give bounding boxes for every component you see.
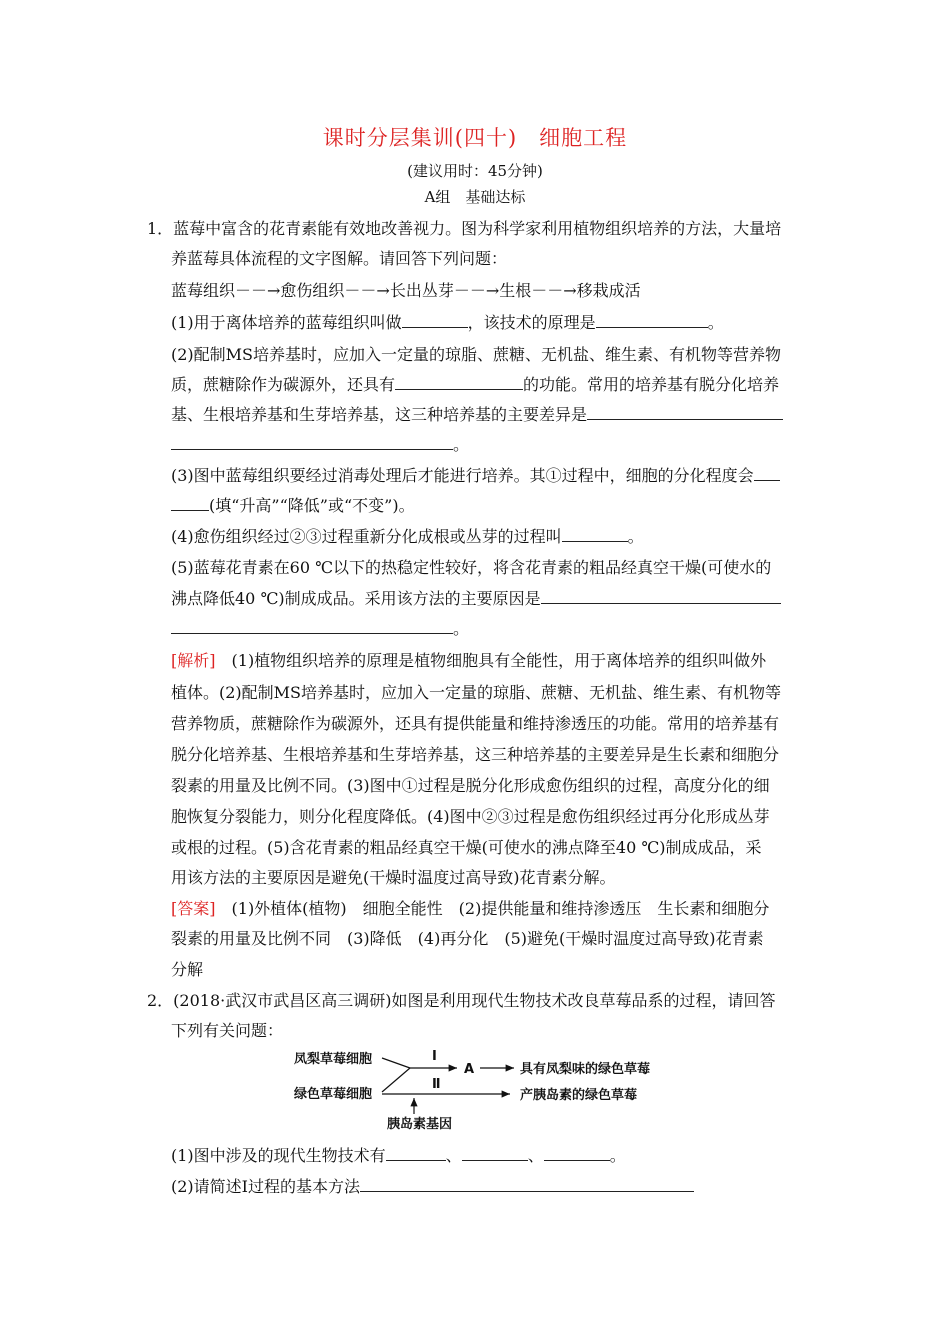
answer-blank[interactable] bbox=[395, 375, 523, 390]
q1-part4-text-b: 。 bbox=[627, 527, 644, 546]
analysis-line: 或根的过程。(5)含花青素的粗品经真空干燥(可使水的沸点降至40 ℃)制成成品，采 bbox=[171, 838, 762, 857]
q1-stem-line-1: 1．蓝莓中富含的花青素能有效地改善视力。图为科学家利用植物组织培养的方法，大量培 bbox=[147, 219, 782, 238]
q1-part5-line-2 bbox=[171, 586, 781, 609]
page-title: 课时分层集训(四十) 细胞工程 bbox=[322, 126, 628, 150]
step-1-label: Ⅰ bbox=[432, 1049, 437, 1064]
answer-tag: [答案] bbox=[171, 899, 216, 918]
analysis-text: (1)植物组织培养的原理是植物细胞具有全能性，用于离体培养的组织叫做外 bbox=[231, 651, 767, 670]
diagram-gene: 胰岛素基因 bbox=[387, 1117, 453, 1132]
answer-blank[interactable] bbox=[360, 1177, 694, 1192]
suggested-time: (建议用时：45分钟) bbox=[407, 162, 543, 180]
q2-part2-text-a: (2)请简述Ⅰ过程的基本方法 bbox=[171, 1177, 360, 1196]
diagram-output-2: 产胰岛素的绿色草莓 bbox=[520, 1088, 638, 1103]
answer-blank[interactable] bbox=[544, 1146, 610, 1161]
merge-line-top bbox=[382, 1058, 410, 1068]
diagram-output-1: 具有凤梨味的绿色草莓 bbox=[520, 1062, 651, 1077]
answer-blank[interactable] bbox=[541, 589, 781, 604]
answer-line: 裂素的用量及比例不同 (3)降低 (4)再分化 (5)避免(干燥时温度过高导致)花青素 bbox=[171, 929, 764, 948]
answer-text: (1)外植体(植物) 细胞全能性 (2)提供能量和维持渗透压 生长素和细胞分 bbox=[231, 899, 770, 918]
separator: 、 bbox=[527, 1146, 544, 1165]
q2-stem-line-1: 2．(2018·武汉市武昌区高三调研)如图是利用现代生物技术改良草莓品系的过程，请回答 bbox=[147, 991, 776, 1010]
q1-part5-text-b: 沸点降低40 ℃)制成成品。采用该方法的主要原因是 bbox=[171, 589, 541, 608]
q1-part3-line-1 bbox=[171, 463, 780, 486]
merge-line-bottom bbox=[382, 1068, 410, 1092]
answer-blank[interactable] bbox=[462, 1146, 528, 1161]
q1-part4 bbox=[171, 524, 644, 547]
q1-part2-text-d: 。 bbox=[453, 435, 470, 454]
q1-part1-text-a: (1)用于离体培养的蓝莓组织叫做 bbox=[171, 313, 402, 332]
q1-part1-text-c: 。 bbox=[707, 313, 724, 332]
q1-part5-text-c: 。 bbox=[453, 619, 470, 638]
q1-part1 bbox=[171, 310, 724, 333]
q2-part2 bbox=[171, 1174, 694, 1197]
analysis-tag: [解析] bbox=[171, 651, 216, 670]
q1-part3-text-b: (填“升高”“降低”或“不变”)。 bbox=[209, 496, 415, 515]
diagram-cell-1: 凤梨草莓细胞 bbox=[294, 1052, 373, 1067]
answer-blank[interactable] bbox=[171, 496, 209, 511]
step-2-label: Ⅱ bbox=[432, 1077, 441, 1092]
analysis-line: 用该方法的主要原因是避免(干燥时温度过高导致)花青素分解。 bbox=[171, 868, 616, 887]
answer-blank[interactable] bbox=[386, 1146, 446, 1161]
q1-part2-line-2 bbox=[171, 372, 779, 395]
q1-part5-line-3 bbox=[171, 616, 469, 639]
answer-blank[interactable] bbox=[754, 466, 780, 481]
q1-flow-text: 蓝莓组织－－→愈伤组织－－→长出丛芽－－→生根－－→移栽成活 bbox=[171, 281, 641, 300]
q1-stem-line-2: 养蓝莓具体流程的文字图解。请回答下列问题： bbox=[171, 249, 508, 268]
diagram-cell-2: 绿色草莓细胞 bbox=[294, 1087, 373, 1102]
analysis-line: 脱分化培养基、生根培养基和生芽培养基，这三种培养基的主要差异是生长素和细胞分 bbox=[171, 745, 780, 764]
q1-part2-text-c: 基、生根培养基和生芽培养基，这三种培养基的主要差异是 bbox=[171, 405, 588, 424]
analysis-line: 植体。(2)配制MS培养基时，应加入一定量的琼脂、蔗糖、无机盐、维生素、有机物等 bbox=[171, 683, 782, 702]
separator: 、 bbox=[445, 1146, 462, 1165]
q1-part2-line-3 bbox=[171, 402, 783, 425]
q1-part2-line-4 bbox=[171, 432, 469, 455]
q1-part2-text-b2: 的功能。常用的培养基有脱分化培养 bbox=[523, 375, 780, 394]
analysis-line: 营养物质，蔗糖除作为碳源外，还具有提供能量和维持渗透压的功能。常用的培养基有 bbox=[171, 714, 780, 733]
answer-blank[interactable] bbox=[402, 313, 468, 328]
q2-part1-text-b: 。 bbox=[609, 1146, 626, 1165]
strawberry-process-diagram bbox=[292, 1046, 712, 1136]
answer-line: 分解 bbox=[171, 960, 204, 979]
answer-blank[interactable] bbox=[171, 435, 453, 450]
q1-part4-text-a: (4)愈伤组织经过②③过程重新分化成根或丛芽的过程叫 bbox=[171, 527, 562, 546]
analysis-line-1 bbox=[171, 648, 766, 671]
q1-part2-line-1: (2)配制MS培养基时，应加入一定量的琼脂、蔗糖、无机盐、维生素、有机物等营养物 bbox=[171, 345, 782, 364]
answer-blank[interactable] bbox=[587, 405, 783, 420]
answer-blank[interactable] bbox=[171, 619, 453, 634]
q2-part1-text-a: (1)图中涉及的现代生物技术有 bbox=[171, 1146, 386, 1165]
analysis-line: 胞恢复分裂能力，则分化程度降低。(4)图中②③过程是愈伤组织经过再分化形成丛芽 bbox=[171, 807, 770, 826]
answer-line-1 bbox=[171, 896, 769, 919]
q1-part1-text-b: ，该技术的原理是 bbox=[467, 313, 596, 332]
analysis-line: 裂素的用量及比例不同。(3)图中①过程是脱分化形成愈伤组织的过程，高度分化的细 bbox=[171, 776, 770, 795]
q1-part3-text-a: (3)图中蓝莓组织要经过消毒处理后才能进行培养。其①过程中，细胞的分化程度会 bbox=[171, 466, 754, 485]
q1-part3-line-2 bbox=[171, 493, 415, 516]
q1-part2-text-b1: 质，蔗糖除作为碳源外，还具有 bbox=[171, 375, 396, 394]
q2-part1 bbox=[171, 1143, 626, 1166]
q1-part5-line-1: (5)蓝莓花青素在60 ℃以下的热稳定性较好，将含花青素的粗品经真空干燥(可使水的 bbox=[171, 558, 772, 577]
answer-blank[interactable] bbox=[562, 527, 628, 542]
q2-stem-line-2: 下列有关问题： bbox=[171, 1021, 284, 1040]
diagram-mid-a: A bbox=[464, 1062, 475, 1077]
group-heading: A组 基础达标 bbox=[424, 188, 526, 206]
answer-blank[interactable] bbox=[596, 313, 708, 328]
